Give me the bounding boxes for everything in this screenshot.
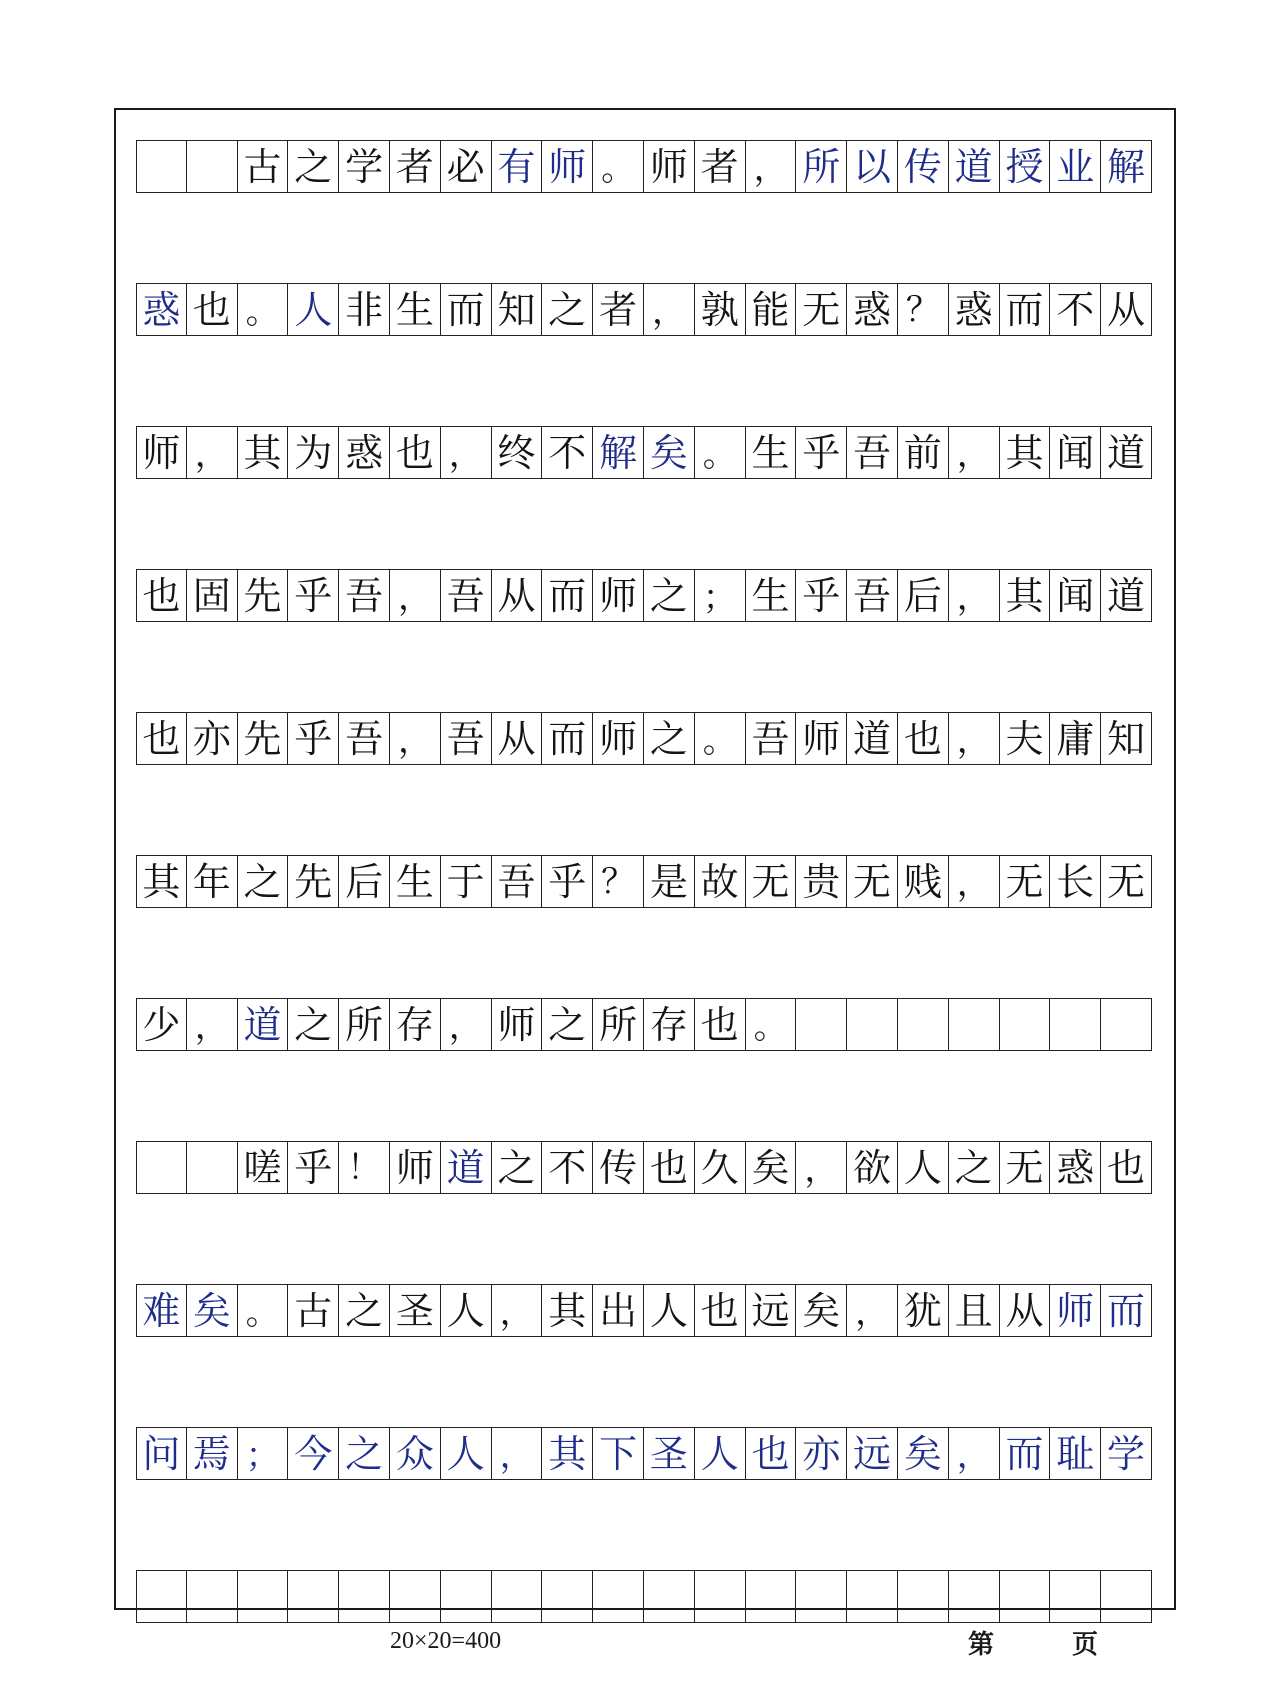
grid-cell-char: ； [695, 570, 746, 621]
grid-cell-empty [136, 141, 187, 192]
grid-cell-char: 前 [898, 427, 949, 478]
grid-cell-char: 其 [542, 1285, 593, 1336]
grid-row [136, 569, 1152, 622]
grid-cell-char: 乎 [288, 1142, 339, 1193]
grid-cell-char: 之 [238, 856, 289, 907]
grid-cell-char: 于 [441, 856, 492, 907]
grid-cell-char: 之 [542, 999, 593, 1050]
grid-cell-char: 道 [1101, 570, 1152, 621]
grid-row [136, 283, 1152, 336]
grid-cell-char: 惑 [949, 284, 1000, 335]
grid-cell-char: 之 [492, 1142, 543, 1193]
grid-cell-char: 道 [238, 999, 289, 1050]
grid-cell-empty [187, 141, 238, 192]
grid-cell-empty [898, 1571, 949, 1622]
grid-cell-char: 矣 [644, 427, 695, 478]
grid-cell-char: 。 [593, 141, 644, 192]
grid-cell-char: ， [441, 999, 492, 1050]
grid-cell-char: 有 [492, 141, 543, 192]
grid-cell-char: 。 [695, 713, 746, 764]
grid-cell-char: 众 [390, 1428, 441, 1479]
grid-cell-char: 古 [238, 141, 289, 192]
grid-cell-empty [288, 1571, 339, 1622]
grid-cell-char: 师 [136, 427, 187, 478]
grid-cell-char: 焉 [187, 1428, 238, 1479]
grid-cell-char: 之 [288, 141, 339, 192]
grid-cell-char: 终 [492, 427, 543, 478]
grid-cell-char: 贵 [796, 856, 847, 907]
grid-cell-char: ， [441, 427, 492, 478]
grid-cell-char: ， [187, 999, 238, 1050]
grid-cell-empty [390, 1571, 441, 1622]
grid-cell-char: 先 [238, 713, 289, 764]
grid-cell-char: 先 [238, 570, 289, 621]
grid-cell-char: ， [949, 713, 1000, 764]
grid-cell-char: 犹 [898, 1285, 949, 1336]
grid-cell-char: 知 [1101, 713, 1152, 764]
grid-cell-char: 矣 [187, 1285, 238, 1336]
grid-cell-char: 师 [1050, 1285, 1101, 1336]
grid-cell-char: 其 [136, 856, 187, 907]
grid-cell-empty [339, 1571, 390, 1622]
grid-cell-char: 是 [644, 856, 695, 907]
grid-cell-char: 吾 [339, 570, 390, 621]
grid-cell-char: 乎 [796, 570, 847, 621]
grid-cell-empty [593, 1571, 644, 1622]
grid-cell-char: 无 [1101, 856, 1152, 907]
grid-cell-empty [441, 1571, 492, 1622]
grid-cell-char: 贱 [898, 856, 949, 907]
grid-cell-char: 吾 [847, 570, 898, 621]
grid-cell-char: 其 [238, 427, 289, 478]
grid-cell-char: 先 [288, 856, 339, 907]
grid-cell-char: ， [746, 141, 797, 192]
grid-cell-char: 吾 [441, 570, 492, 621]
grid-row [136, 140, 1152, 193]
grid-cell-char: 生 [746, 427, 797, 478]
grid-cell-char: ， [949, 856, 1000, 907]
grid-cell-char: 人 [288, 284, 339, 335]
grid-cell-char: 师 [796, 713, 847, 764]
grid-cell-char: 能 [746, 284, 797, 335]
grid-cell-char: 其 [1000, 570, 1051, 621]
grid-cell-char: 闻 [1050, 427, 1101, 478]
grid-cell-char: 夫 [1000, 713, 1051, 764]
grid-cell-char: 且 [949, 1285, 1000, 1336]
grid-cell-char: 从 [492, 713, 543, 764]
grid-row [136, 1570, 1152, 1623]
grid-cell-char: 乎 [542, 856, 593, 907]
grid-cell-char: ， [796, 1142, 847, 1193]
grid-cell-char: 非 [339, 284, 390, 335]
grid-cell-empty [949, 999, 1000, 1050]
grid-cell-char: 道 [847, 713, 898, 764]
grid-cell-char: 生 [746, 570, 797, 621]
grid-cell-char: 古 [288, 1285, 339, 1336]
grid-cell-char: 后 [898, 570, 949, 621]
grid-cell-char: 故 [695, 856, 746, 907]
grid-cell-char: 也 [695, 999, 746, 1050]
grid-cell-char: 生 [390, 284, 441, 335]
grid-cell-char: 也 [1101, 1142, 1152, 1193]
grid-cell-char: 也 [136, 570, 187, 621]
grid-cell-char: 也 [390, 427, 441, 478]
grid-cell-char: 远 [746, 1285, 797, 1336]
grid-cell-char: 乎 [288, 713, 339, 764]
grid-row [136, 998, 1152, 1051]
grid-cell-char: 圣 [644, 1428, 695, 1479]
grid-cell-char: 学 [339, 141, 390, 192]
grid-cell-char: 师 [593, 570, 644, 621]
grid-cell-char: 解 [593, 427, 644, 478]
grid-cell-char: 之 [339, 1428, 390, 1479]
grid-cell-char: 下 [593, 1428, 644, 1479]
grid-cell-empty [746, 1571, 797, 1622]
grid-cell-char: 年 [187, 856, 238, 907]
grid-cell-char: ， [949, 1428, 1000, 1479]
grid-cell-char: 难 [136, 1285, 187, 1336]
grid-cell-char: 之 [288, 999, 339, 1050]
grid-cell-char: 吾 [492, 856, 543, 907]
grid-cell-char: 之 [644, 570, 695, 621]
grid-cell-empty [847, 1571, 898, 1622]
grid-cell-char: 吾 [847, 427, 898, 478]
grid-cell-char: 从 [492, 570, 543, 621]
grid-cell-char: 长 [1050, 856, 1101, 907]
grid-cell-empty [1000, 999, 1051, 1050]
grid-cell-char: 道 [441, 1142, 492, 1193]
grid-cell-char: 而 [441, 284, 492, 335]
grid-cell-empty [847, 999, 898, 1050]
grid-cell-empty [1000, 1571, 1051, 1622]
grid-cell-char: 传 [898, 141, 949, 192]
grid-cell-empty [136, 1142, 187, 1193]
grid-cell-char: 人 [441, 1428, 492, 1479]
grid-cell-char: 而 [542, 570, 593, 621]
grid-cell-char: 以 [847, 141, 898, 192]
grid-cell-char: 师 [644, 141, 695, 192]
grid-cell-char: 少 [136, 999, 187, 1050]
grid-cell-char: ？ [593, 856, 644, 907]
grid-row [136, 426, 1152, 479]
manuscript-grid [136, 140, 1152, 1574]
grid-cell-empty [796, 1571, 847, 1622]
grid-cell-char: 出 [593, 1285, 644, 1336]
grid-cell-char: 而 [542, 713, 593, 764]
grid-cell-char: ， [644, 284, 695, 335]
grid-cell-char: 吾 [746, 713, 797, 764]
grid-cell-char: 。 [746, 999, 797, 1050]
grid-cell-char: 从 [1101, 284, 1152, 335]
grid-cell-empty [1101, 1571, 1152, 1622]
grid-cell-char: ， [390, 570, 441, 621]
grid-cell-empty [949, 1571, 1000, 1622]
grid-cell-char: 无 [796, 284, 847, 335]
grid-cell-char: 业 [1050, 141, 1101, 192]
grid-cell-char: ， [390, 713, 441, 764]
grid-cell-char: 无 [1000, 856, 1051, 907]
grid-cell-char: 矣 [898, 1428, 949, 1479]
grid-cell-char: 学 [1101, 1428, 1152, 1479]
grid-cell-char: 者 [695, 141, 746, 192]
grid-cell-char: ！ [339, 1142, 390, 1193]
grid-cell-char: 之 [339, 1285, 390, 1336]
grid-cell-char: 惑 [1050, 1142, 1101, 1193]
grid-cell-char: 惑 [136, 284, 187, 335]
grid-cell-char: 不 [542, 1142, 593, 1193]
grid-cell-char: 无 [1000, 1142, 1051, 1193]
grid-cell-char: ， [492, 1285, 543, 1336]
grid-cell-char: 师 [593, 713, 644, 764]
grid-cell-char: ？ [898, 284, 949, 335]
grid-cell-char: ； [238, 1428, 289, 1479]
grid-cell-char: 其 [1000, 427, 1051, 478]
grid-cell-char: 必 [441, 141, 492, 192]
grid-cell-char: 惑 [847, 284, 898, 335]
grid-cell-char: 圣 [390, 1285, 441, 1336]
page-label-prefix: 第 [968, 1630, 995, 1660]
grid-cell-empty [796, 999, 847, 1050]
grid-cell-char: 也 [898, 713, 949, 764]
grid-cell-char: 所 [796, 141, 847, 192]
grid-row [136, 1427, 1152, 1480]
grid-cell-char: 欲 [847, 1142, 898, 1193]
grid-cell-char: ， [949, 427, 1000, 478]
grid-cell-empty [542, 1571, 593, 1622]
grid-cell-char: 人 [695, 1428, 746, 1479]
grid-size-formula: 20×20=400 [390, 1628, 502, 1654]
grid-cell-char: 也 [644, 1142, 695, 1193]
grid-cell-char: 人 [644, 1285, 695, 1336]
grid-cell-char: 者 [593, 284, 644, 335]
grid-cell-empty [187, 1142, 238, 1193]
grid-row [136, 712, 1152, 765]
grid-cell-char: 吾 [441, 713, 492, 764]
grid-cell-empty [644, 1571, 695, 1622]
grid-cell-char: 固 [187, 570, 238, 621]
grid-cell-char: 之 [949, 1142, 1000, 1193]
grid-cell-char: 。 [695, 427, 746, 478]
grid-cell-char: 久 [695, 1142, 746, 1193]
grid-cell-empty [187, 1571, 238, 1622]
grid-cell-char: 也 [136, 713, 187, 764]
grid-cell-char: 孰 [695, 284, 746, 335]
grid-cell-char: 惑 [339, 427, 390, 478]
grid-cell-char: 其 [542, 1428, 593, 1479]
grid-cell-char: 无 [746, 856, 797, 907]
grid-cell-char: 而 [1101, 1285, 1152, 1336]
grid-row [136, 1284, 1152, 1337]
grid-cell-char: 之 [644, 713, 695, 764]
grid-cell-char: 矣 [796, 1285, 847, 1336]
grid-cell-empty [695, 1571, 746, 1622]
grid-cell-char: 无 [847, 856, 898, 907]
grid-cell-char: 不 [542, 427, 593, 478]
grid-cell-empty [1050, 999, 1101, 1050]
grid-cell-char: 吾 [339, 713, 390, 764]
grid-cell-char: 远 [847, 1428, 898, 1479]
grid-cell-char: 乎 [288, 570, 339, 621]
grid-cell-empty [238, 1571, 289, 1622]
grid-cell-char: 传 [593, 1142, 644, 1193]
grid-cell-char: 师 [390, 1142, 441, 1193]
grid-cell-char: ， [187, 427, 238, 478]
grid-cell-char: 今 [288, 1428, 339, 1479]
grid-cell-char: 。 [238, 284, 289, 335]
grid-cell-empty [1050, 1571, 1101, 1622]
grid-cell-char: 道 [949, 141, 1000, 192]
page-label-suffix: 页 [1072, 1630, 1099, 1660]
grid-cell-char: 问 [136, 1428, 187, 1479]
grid-cell-char: 也 [187, 284, 238, 335]
grid-cell-char: 嗟 [238, 1142, 289, 1193]
grid-cell-char: 闻 [1050, 570, 1101, 621]
grid-cell-empty [492, 1571, 543, 1622]
grid-cell-char: 所 [339, 999, 390, 1050]
grid-cell-char: ， [847, 1285, 898, 1336]
grid-cell-char: 也 [695, 1285, 746, 1336]
grid-cell-char: 生 [390, 856, 441, 907]
grid-cell-empty [136, 1571, 187, 1622]
grid-cell-char: ， [949, 570, 1000, 621]
grid-cell-char: 存 [390, 999, 441, 1050]
grid-cell-char: 而 [1000, 284, 1051, 335]
grid-cell-char: 师 [492, 999, 543, 1050]
grid-cell-char: 而 [1000, 1428, 1051, 1479]
grid-cell-empty [1101, 999, 1152, 1050]
grid-cell-char: 解 [1101, 141, 1152, 192]
grid-cell-char: 亦 [796, 1428, 847, 1479]
grid-cell-char: 耻 [1050, 1428, 1101, 1479]
grid-cell-char: 后 [339, 856, 390, 907]
grid-cell-char: 为 [288, 427, 339, 478]
grid-cell-empty [898, 999, 949, 1050]
grid-row [136, 855, 1152, 908]
grid-cell-char: 矣 [746, 1142, 797, 1193]
grid-cell-char: 所 [593, 999, 644, 1050]
grid-cell-char: 从 [1000, 1285, 1051, 1336]
grid-cell-char: 亦 [187, 713, 238, 764]
grid-cell-char: ， [492, 1428, 543, 1479]
grid-cell-char: 乎 [796, 427, 847, 478]
grid-cell-char: 之 [542, 284, 593, 335]
grid-row [136, 1141, 1152, 1194]
grid-cell-char: 授 [1000, 141, 1051, 192]
grid-cell-char: 不 [1050, 284, 1101, 335]
grid-cell-char: 知 [492, 284, 543, 335]
grid-cell-char: 师 [542, 141, 593, 192]
grid-cell-char: 庸 [1050, 713, 1101, 764]
grid-cell-char: 也 [746, 1428, 797, 1479]
grid-cell-char: 人 [441, 1285, 492, 1336]
grid-cell-char: 。 [238, 1285, 289, 1336]
grid-cell-char: 道 [1101, 427, 1152, 478]
grid-cell-char: 者 [390, 141, 441, 192]
grid-cell-char: 人 [898, 1142, 949, 1193]
grid-cell-char: 存 [644, 999, 695, 1050]
